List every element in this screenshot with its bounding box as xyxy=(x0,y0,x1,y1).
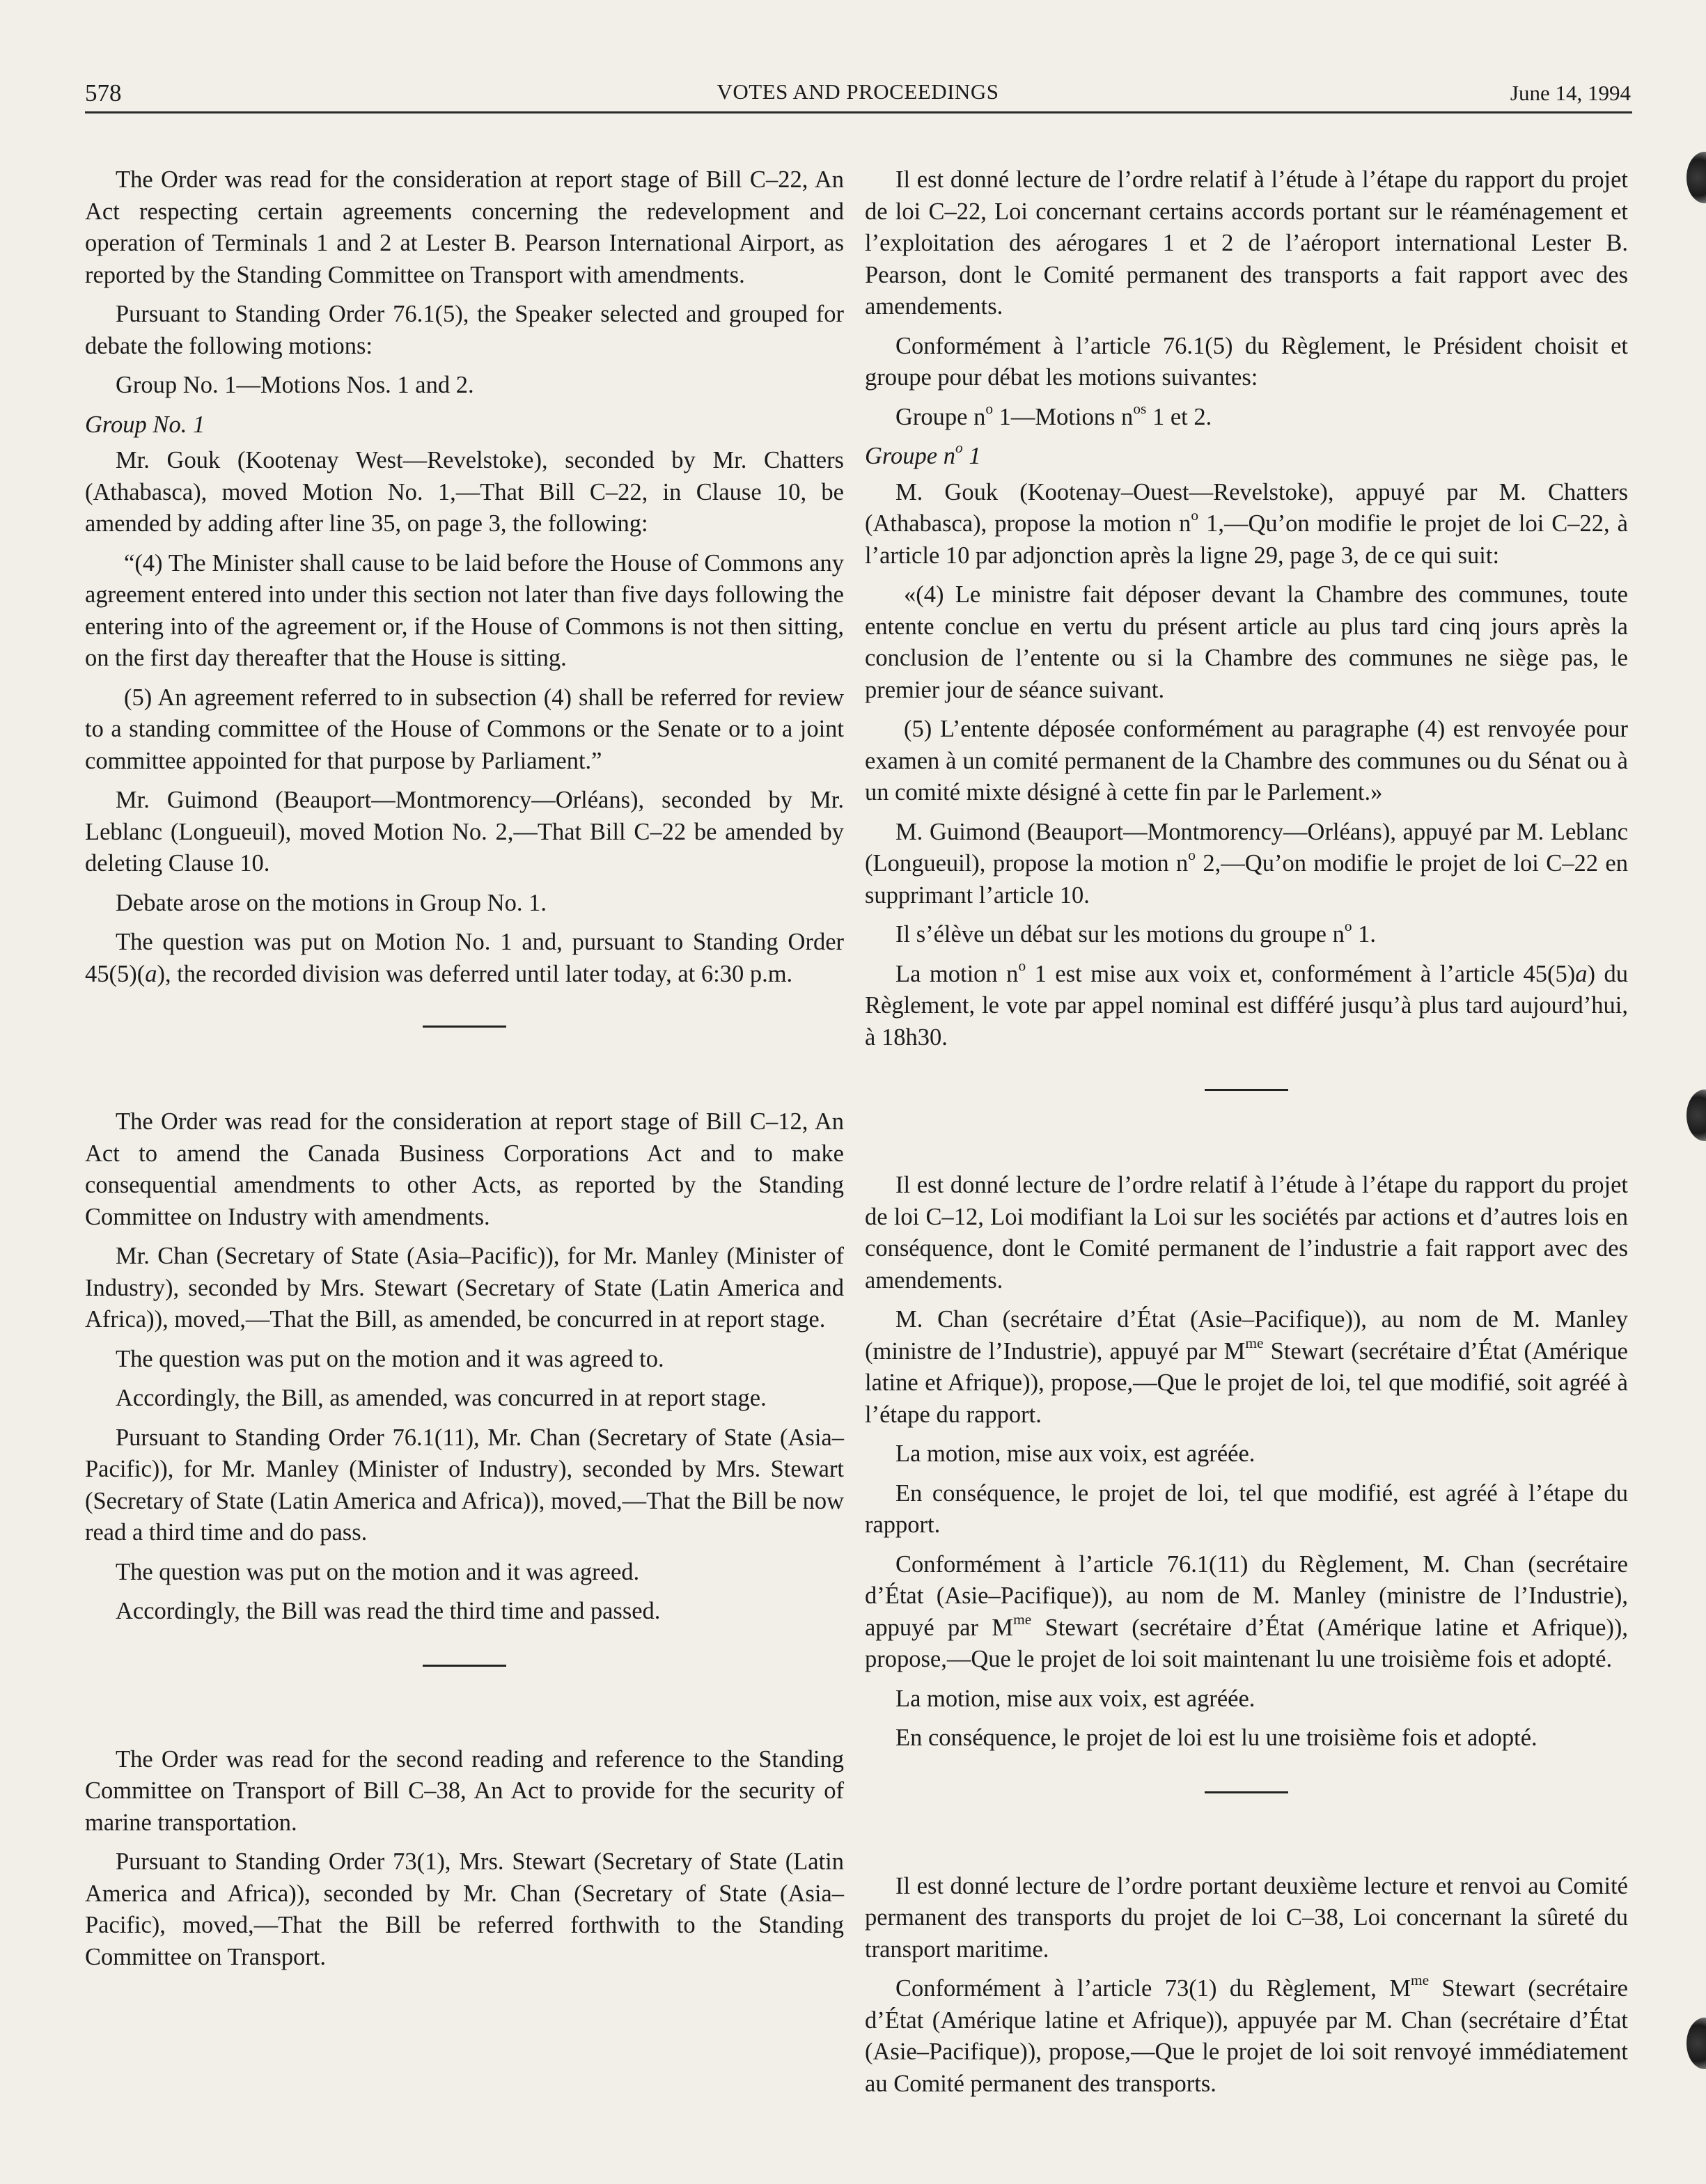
en-s1-p1: The Order was read for the consideration at report stage of Bill C–22, An Act respecting certain agreements concerning the redevelopment and operation of Terminals 1 and 2 at Lester B. Pearson International Airport, as reported by the Standing Committee on Transport with amendments. xyxy=(85,166,844,288)
fr-s1-p7-a: La motion n xyxy=(895,960,1019,987)
fr-s1-p4-b: 1,—Qu’on modifie le projet de loi C–22, à l’article 10 par adjonction après la ligne 29, page 3, de ce qui suit: xyxy=(865,510,1628,569)
fr-s2-p2-sup: me xyxy=(1245,1334,1264,1351)
binder-hole-icon xyxy=(1687,1090,1706,1141)
french-column xyxy=(865,164,1628,2107)
fr-group-title-b: 1 xyxy=(962,443,981,469)
fr-s3-p1: Il est donné lecture de l’ordre portant deuxième lecture et renvoi au Comité permanent des transports du projet de loi C–38, Loi concernant la sûreté du transport maritime. xyxy=(865,1872,1628,1963)
fr-s1-p7-italic: a xyxy=(1575,960,1588,987)
en-s1-quote1: “(4) The Minister shall cause to be laid before the House of Commons any agreement entered into under this section not later than five days following the entering into of the agreement or, if the House of Commons is not then sitting, on the first day thereafter that the House is sitting. xyxy=(85,549,844,671)
en-s2-p1: The Order was read for the consideration at report stage of Bill C–12, An Act to amend the Canada Business Corporations Act and to make consequential amendments to other Acts, as reported by the Standing Committee on Industry with amendments. xyxy=(85,1108,844,1230)
fr-s2-p3: La motion, mise aux voix, est agréée. xyxy=(895,1440,1255,1467)
fr-s1-p7 xyxy=(865,959,1628,1054)
fr-s2-p6: La motion, mise aux voix, est agréée. xyxy=(895,1685,1255,1712)
fr-s3-p2 xyxy=(865,1973,1628,2100)
fr-s1-p2: Conformément à l’article 76.1(5) du Règlement, le Président choisit et groupe pour débat les motions suivantes: xyxy=(865,332,1628,391)
en-s3-p2: Pursuant to Standing Order 73(1), Mrs. Stewart (Secretary of State (Latin America and Africa)), seconded by Mr. Chan (Secretary of State (Asia–Pacific), moved,—That the Bill be referred forthwith to the Standing Committee on Transport. xyxy=(85,1848,844,1970)
fr-s1-p5-b: 2,—Qu’on modifie le projet de loi C–22 en supprimant l’article 10. xyxy=(865,850,1628,909)
fr-s2-p5-b: Stewart (secrétaire d’État (Amérique latine et Afrique)), propose,—Que le projet de loi soit maintenant lu une troisième fois et adopté. xyxy=(865,1614,1628,1672)
en-s2-p2: Mr. Chan (Secretary of State (Asia–Pacific)), for Mr. Manley (Minister of Industry), seconded by Mrs. Stewart (Secretary of State (Latin America and Africa)), moved,—That the Bill, as amended, be concurred in at report stage. xyxy=(85,1243,844,1333)
fr-s2-p2 xyxy=(865,1304,1628,1431)
en-s2-p6: The question was put on the motion and it was agreed. xyxy=(116,1558,640,1585)
english-column xyxy=(85,164,844,1981)
fr-s1-quote2: (5) L’entente déposée conformément au paragraphe (4) est renvoyée pour examen à un comité permanent de la Chambre des communes ou du Sénat ou à un comité mixte désigné à cette fin par le Parlement.» xyxy=(865,716,1628,806)
fr-s1-p6 xyxy=(865,919,1628,951)
fr-s2-p4: En conséquence, le projet de loi, tel que modifié, est agréé à l’étape du rapport. xyxy=(865,1479,1628,1538)
fr-s1-p3-a: Groupe n xyxy=(895,403,986,430)
header-date: June 14, 1994 xyxy=(1510,81,1631,105)
fr-s1-p4-sup: o xyxy=(1191,506,1199,524)
fr-s1-p4 xyxy=(865,477,1628,572)
page-header xyxy=(85,75,1631,117)
fr-s1-p5 xyxy=(865,817,1628,912)
fr-group-title-sup: o xyxy=(955,439,963,456)
binder-hole-icon xyxy=(1687,2018,1706,2069)
fr-s1-p4-a: M. Gouk (Kootenay–Ouest—Revelstoke), appuyé par M. Chatters (Athabasca), propose la motion n xyxy=(865,478,1628,537)
en-s1-p3: Group No. 1—Motions Nos. 1 and 2. xyxy=(116,372,474,398)
en-s2-p7: Accordingly, the Bill was read the third time and passed. xyxy=(116,1598,661,1624)
en-s2-p5: Pursuant to Standing Order 76.1(11), Mr. Chan (Secretary of State (Asia–Pacific)), for Mr. Manley (Minister of Industry), seconded by Mrs. Stewart (Secretary of State (Latin America and Africa)), moved,—That the Bill be now read a third time and do pass. xyxy=(85,1424,844,1546)
fr-s1-p6-sup: o xyxy=(1344,917,1352,934)
fr-s1-p3-sup1: o xyxy=(985,400,994,417)
fr-s1-quote1: «(4) Le ministre fait déposer devant la Chambre des communes, toute entente conclue en vertu du présent article au plus tard cinq jours après la conclusion de l’entente ou si la Chambre des communes ne siège pas, le premier jour de séance suivant. xyxy=(865,581,1628,703)
fr-s2-p7: En conséquence, le projet de loi est lu une troisième fois et adopté. xyxy=(895,1725,1537,1751)
en-group-title: Group No. 1 xyxy=(85,411,205,438)
fr-s2-p2-b: Stewart (secrétaire d’État (Amérique latine et Afrique)), propose,—Que le projet de loi, tel que modifié, soit agréé à l’étape du rapport. xyxy=(865,1337,1628,1428)
fr-s3-p2-a: Conformément à l’article 73(1) du Règlement, M xyxy=(895,1975,1411,2002)
fr-s1-p3-b: 1—Motions n xyxy=(993,403,1134,430)
fr-s3-p2-b: Stewart (secrétaire d’État (Amérique latine et Afrique)), appuyée par M. Chan (secrétaire d’État (Asie–Pacifique)), propose,—Que le projet de loi soit renvoyé immédiatement au Comité permanent des transports. xyxy=(865,1975,1628,2097)
binder-hole-icon xyxy=(1687,152,1706,203)
en-s2-p4: Accordingly, the Bill, as amended, was concurred in at report stage. xyxy=(116,1385,767,1411)
fr-s2-p5-a: Conformément à l’article 76.1(11) du Règlement, M. Chan (secrétaire d’État (Asie–Pacifique)), au nom de M. Manley (ministre de l’Industrie), appuyé par M xyxy=(865,1550,1628,1641)
en-s1-p7 xyxy=(85,927,844,990)
fr-s3-p2-sup: me xyxy=(1411,1971,1430,1988)
section-divider xyxy=(865,1061,1628,1170)
page-number: 578 xyxy=(85,79,122,107)
en-s1-p2: Pursuant to Standing Order 76.1(5), the Speaker selected and grouped for debate the following motions: xyxy=(85,301,844,359)
fr-s1-p5-a: M. Guimond (Beauport—Montmorency—Orléans), appuyé par M. Leblanc (Longueuil), propose la motion n xyxy=(865,818,1628,877)
en-s1-p7-italic: a xyxy=(145,960,157,987)
section-divider xyxy=(85,998,844,1106)
section-divider xyxy=(865,1762,1628,1871)
running-title: VOTES AND PROCEEDINGS xyxy=(717,79,999,104)
fr-s2-p1: Il est donné lecture de l’ordre relatif à l’étude à l’étape du rapport du projet de loi C–12, Loi modifiant la Loi sur les sociétés par actions et d’autres lois en conséquence, dont le Comité permanent de l’industrie a fait rapport avec des amendements. xyxy=(865,1172,1628,1294)
en-s3-p1: The Order was read for the second reading and reference to the Standing Committee on Transport of Bill C–38, An Act to provide for the security of marine transportation. xyxy=(85,1745,844,1836)
fr-group-title xyxy=(865,441,1628,473)
en-s2-p3: The question was put on the motion and it was agreed to. xyxy=(116,1345,664,1372)
header-rule xyxy=(85,111,1632,113)
en-s1-p7-a: The question was put on Motion No. 1 and, pursuant to Standing Order 45(5)( xyxy=(85,929,844,987)
fr-group-title-a: Groupe n xyxy=(865,443,955,469)
en-s1-p5: Mr. Guimond (Beauport—Montmorency—Orléans), seconded by Mr. Leblanc (Longueuil), moved Motion No. 2,—That Bill C–22 be amended by deleting Clause 10. xyxy=(85,787,844,877)
fr-s2-p2-a: M. Chan (secrétaire d’État (Asie–Pacifique)), au nom de M. Manley (ministre de l’Industrie), appuyé par M xyxy=(865,1306,1628,1365)
en-s1-p4: Mr. Gouk (Kootenay West—Revelstoke), seconded by Mr. Chatters (Athabasca), moved Motion No. 1,—That Bill C–22, in Clause 10, be amended by adding after line 35, on page 3, the following: xyxy=(85,447,844,537)
fr-s2-p5-sup: me xyxy=(1013,1610,1032,1628)
section-divider xyxy=(85,1635,844,1744)
en-s1-p7-b: ), the recorded division was deferred until later today, at 6:30 p.m. xyxy=(157,960,793,987)
fr-s1-p6-b: 1. xyxy=(1352,921,1377,948)
en-s1-quote2: (5) An agreement referred to in subsection (4) shall be referred for review to a standing committee of the House of Commons or the Senate or to a joint committee appointed for that purpose by Parliament.” xyxy=(85,684,844,774)
fr-s1-p7-b: 1 est mise aux voix et, conformément à l’article 45(5) xyxy=(1026,960,1576,987)
fr-s1-p6-a: Il s’élève un débat sur les motions du groupe n xyxy=(895,921,1345,948)
fr-s1-p5-sup: o xyxy=(1188,846,1196,863)
en-s1-p6: Debate arose on the motions in Group No. 1. xyxy=(116,889,547,916)
fr-s1-p3-sup2: os xyxy=(1133,400,1147,417)
fr-s1-p3-c: 1 et 2. xyxy=(1146,403,1212,430)
fr-s1-p1: Il est donné lecture de l’ordre relatif à l’étude à l’étape du rapport du projet de loi C–22, Loi concernant certains accords portant sur le réaménagement et l’exploitation des aérogares 1 et 2 de l’aéroport international Lester B. Pearson, dont le Comité permanent des transports a fait rapport avec des amendements. xyxy=(865,166,1628,320)
fr-s1-p3 xyxy=(865,402,1628,434)
fr-s1-p7-sup: o xyxy=(1018,957,1026,974)
fr-s1-p7-c: ) du Règlement, le vote par appel nominal est différé jusqu’à plus tard aujourd’hui, à 18h30. xyxy=(865,960,1628,1051)
fr-s2-p5 xyxy=(865,1549,1628,1676)
